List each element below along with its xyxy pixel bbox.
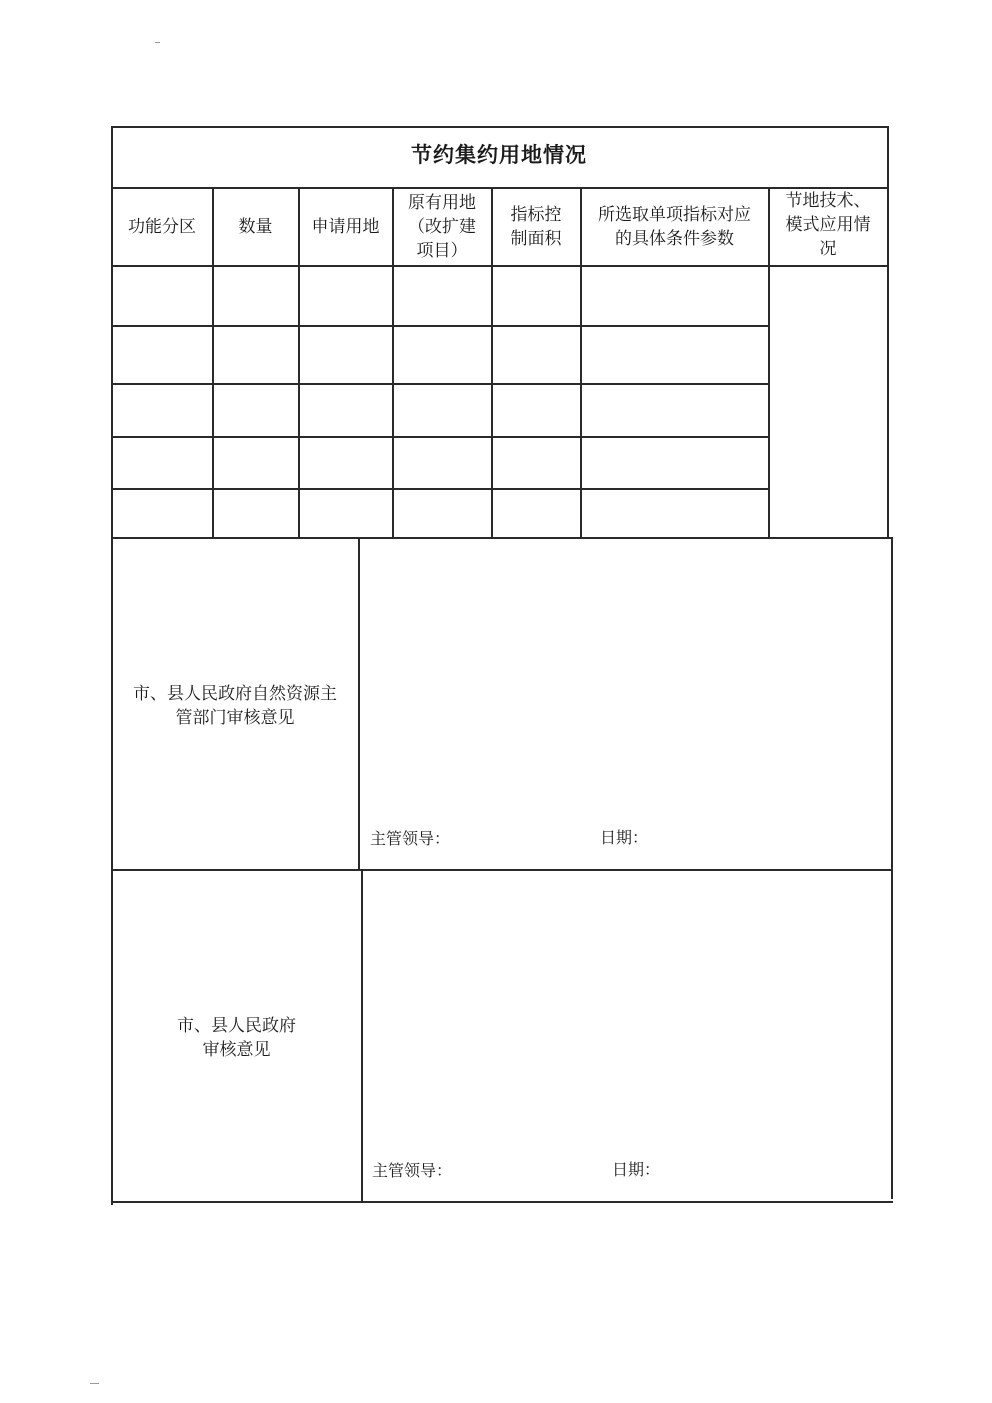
header-line: 项目） bbox=[416, 240, 468, 261]
header-line: 制面积 bbox=[510, 228, 562, 249]
land-saving-tech-cell[interactable] bbox=[770, 266, 887, 537]
data-row[interactable] bbox=[112, 437, 768, 488]
section2-leader-label: 主管领导： bbox=[372, 1161, 453, 1180]
section1-label bbox=[112, 682, 358, 730]
form-title: 节约集约用地情况 bbox=[411, 143, 587, 167]
header-line: 节地技术、 bbox=[785, 190, 871, 211]
header-applied-land bbox=[299, 188, 392, 265]
header-line: 原有用地 bbox=[408, 192, 476, 213]
header-line: 所选取单项指标对应 bbox=[598, 204, 751, 225]
header-line: 的具体条件参数 bbox=[615, 228, 734, 249]
section1-leader-label: 主管领导： bbox=[370, 829, 451, 848]
data-row[interactable] bbox=[112, 326, 768, 383]
header-line: 况 bbox=[819, 238, 837, 259]
header-condition-params bbox=[581, 188, 768, 265]
section2-label bbox=[112, 1014, 361, 1062]
scan-speck bbox=[90, 1383, 99, 1384]
section1-opinion-area[interactable] bbox=[360, 539, 890, 819]
header-line: （改扩建 bbox=[408, 216, 476, 237]
table-right-border-lower bbox=[891, 537, 893, 1199]
header-line: 数量 bbox=[238, 216, 273, 237]
header-line: 模式应用情 bbox=[785, 214, 871, 235]
header-existing-land bbox=[393, 188, 491, 265]
table-top-border bbox=[111, 126, 887, 128]
header-index-control-area bbox=[492, 188, 580, 265]
header-line: 申请用地 bbox=[311, 216, 380, 237]
header-line: 指标控 bbox=[510, 204, 562, 225]
header-quantity bbox=[213, 188, 298, 265]
data-row[interactable] bbox=[112, 384, 768, 436]
section2-label-line: 市、县人民政府 bbox=[177, 1016, 296, 1036]
section1-label-line: 市、县人民政府自然资源主 bbox=[133, 684, 337, 704]
header-line: 功能分区 bbox=[128, 216, 196, 237]
header-land-saving-tech bbox=[769, 184, 887, 265]
header-functional-zone bbox=[112, 188, 212, 265]
table-bottom-border bbox=[111, 1201, 893, 1203]
data-row[interactable] bbox=[112, 266, 768, 325]
section2-date-label: 日期： bbox=[612, 1160, 661, 1179]
section1-date-label: 日期： bbox=[600, 828, 649, 847]
section2-opinion-area[interactable] bbox=[363, 871, 891, 1151]
table-right-border bbox=[887, 126, 889, 538]
data-row[interactable] bbox=[112, 489, 768, 537]
scan-speck bbox=[155, 42, 160, 43]
section1-label-line: 管部门审核意见 bbox=[175, 708, 295, 728]
section2-label-line: 审核意见 bbox=[202, 1040, 271, 1060]
